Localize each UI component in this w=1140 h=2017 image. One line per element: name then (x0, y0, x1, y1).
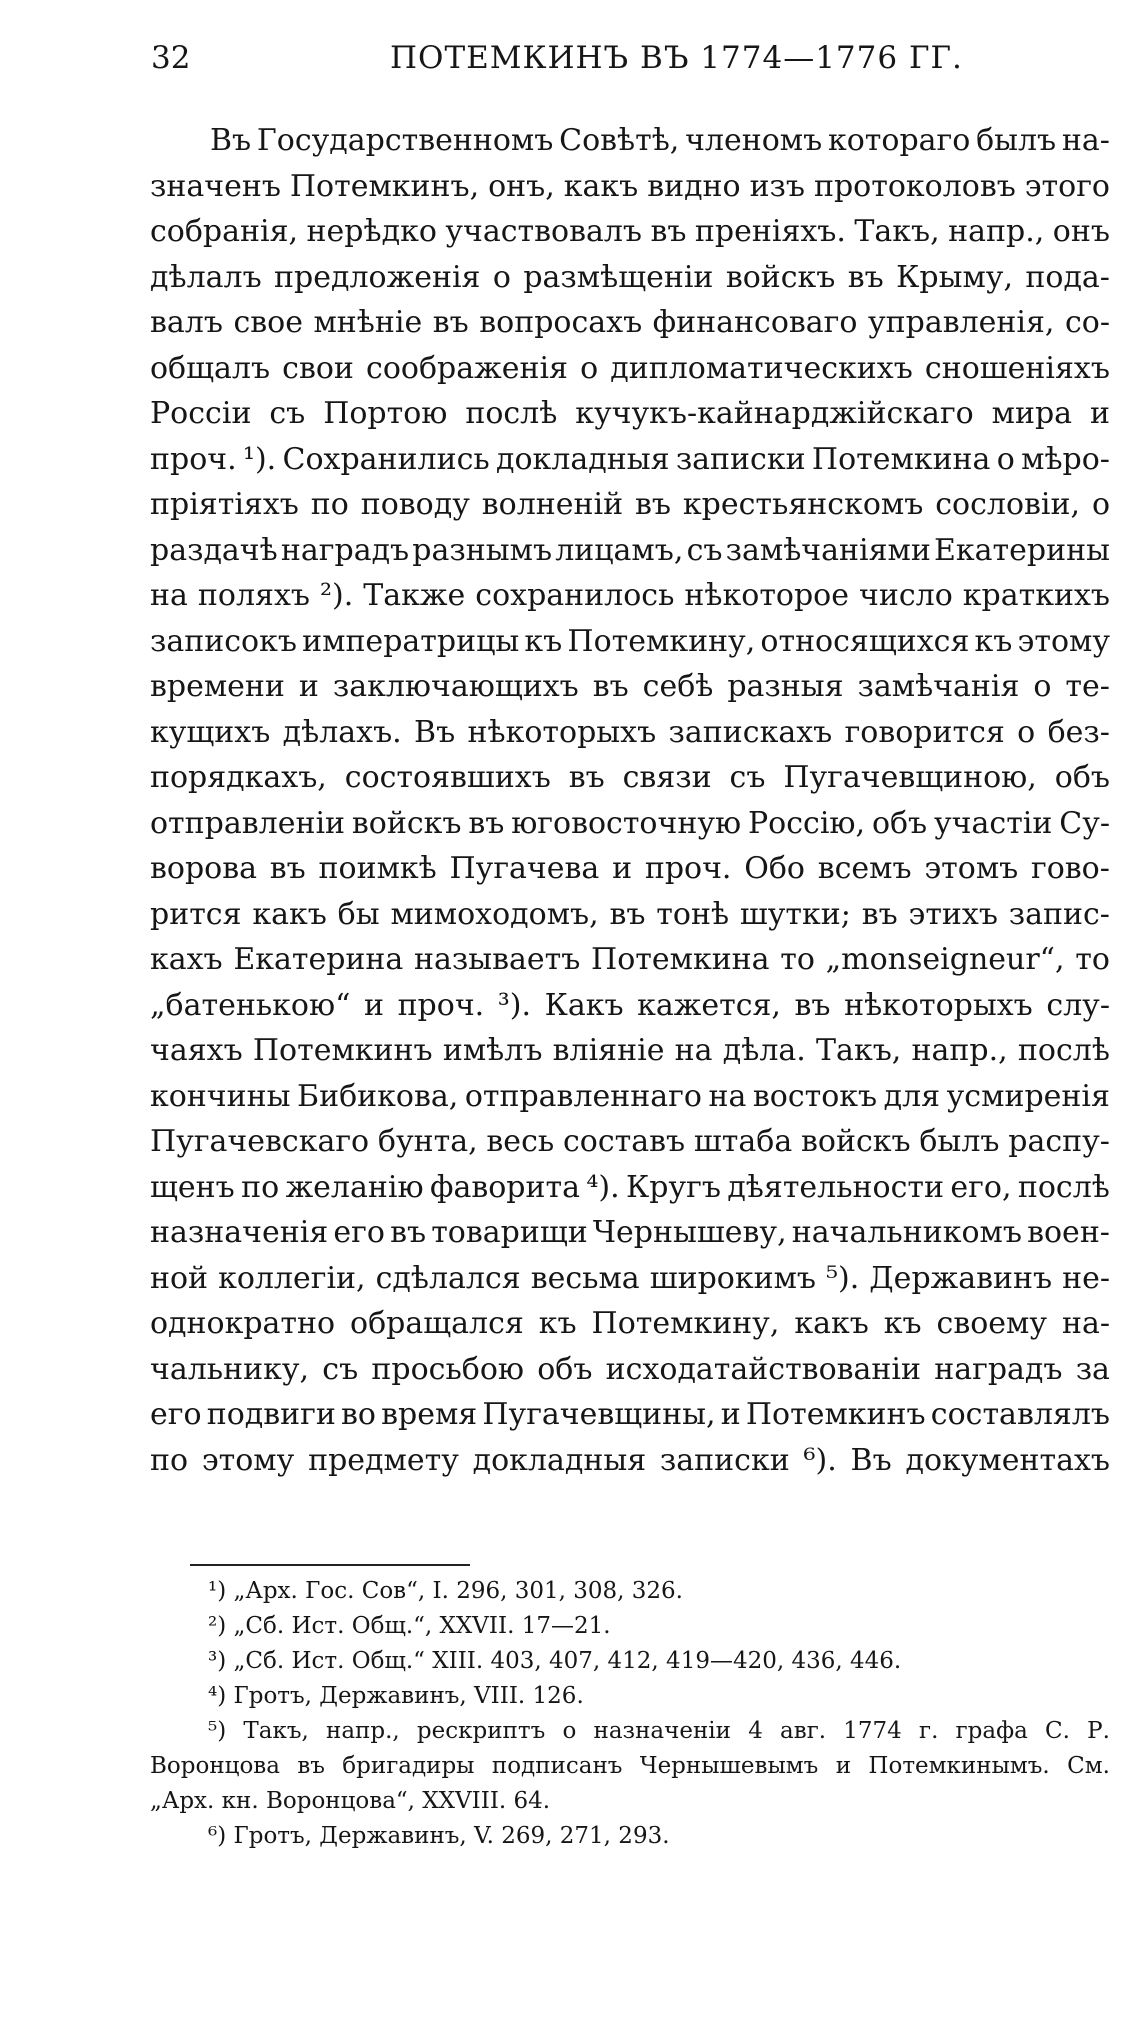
text-line: собранія, нерѣдко участвовалъ въ преніяхъ. Такъ, напр., онъ (150, 214, 1110, 249)
text-line: общалъ свои соображенія о дипломатическихъ сношеніяхъ (150, 350, 1110, 386)
page-header (145, 40, 985, 86)
text-line: ной коллегіи, сдѣлался весьма широкимъ ⁵). Державинъ не- (150, 1260, 1110, 1296)
text-line: чальнику, съ просьбою объ исходатайствованіи наградъ за (150, 1351, 1110, 1387)
text-line: однократно обращался къ Потемкину, какъ къ своему на- (150, 1306, 1110, 1341)
footnote: ⁶) Гротъ, Державинъ, V. 269, 271, 293. (208, 1823, 670, 1849)
footnotes (150, 1574, 1110, 1854)
text-line: его подвиги во время Пугачевщины, и Потемкинъ составлялъ (150, 1397, 1110, 1432)
text-line: Пугачевскаго бунта, весь составъ штаба войскъ былъ распу- (150, 1124, 1110, 1159)
text-line: дѣлалъ предложенія о размѣщеніи войскъ въ Крыму, пода- (150, 259, 1110, 295)
text-line: кахъ Екатерина называетъ Потемкина то „monseigneur“, то (150, 942, 1110, 977)
text-line: Въ Государственномъ Совѣтѣ, членомъ котораго былъ на- (210, 123, 1110, 158)
text-line: кончины Бибикова, отправленнаго на востокъ для усмиренія (150, 1078, 1110, 1114)
footnote: ⁴) Гротъ, Державинъ, VIII. 126. (208, 1683, 584, 1709)
text-line: по этому предмету докладныя записки ⁶). Въ документахъ (150, 1442, 1110, 1478)
text-line: валъ свое мнѣніе въ вопросахъ финансоваго управленія, со- (150, 305, 1110, 340)
text-line: Россіи съ Портою послѣ кучукъ-кайнарджійскаго мира и (150, 396, 1110, 431)
text-line: рится какъ бы мимоходомъ, въ тонѣ шутки; въ этихъ запис- (150, 896, 1110, 932)
footnote: Воронцова въ бригадиры подписанъ Чернышевымъ и Потемкинымъ. См. (150, 1753, 1110, 1779)
text-line: отправленіи войскъ въ юговосточную Россію, объ участіи Су- (150, 805, 1110, 841)
running-title: ПОТЕМКИНЪ ВЪ 1774—1776 ГГ. (390, 40, 963, 76)
text-line: щенъ по желанію фаворита ⁴). Кругъ дѣятельности его, послѣ (150, 1169, 1110, 1205)
text-line: пріятіяхъ по поводу волненій въ крестьянскомъ сословіи, о (150, 487, 1110, 522)
text-line: времени и заключающихъ въ себѣ разныя замѣчанія о те- (150, 669, 1110, 704)
page-number: 32 (151, 40, 191, 76)
text-line: на поляхъ ²). Также сохранилось нѣкоторое число краткихъ (150, 578, 1110, 613)
footnote: ¹) „Арх. Гос. Сов“, I. 296, 301, 308, 326. (208, 1578, 683, 1604)
footnote: ⁵) Такъ, напр., рескриптъ о назначеніи 4 авг. 1774 г. графа С. Р. (208, 1718, 1110, 1744)
text-line: проч. ¹). Сохранились докладныя записки Потемкина о мѣро- (150, 441, 1110, 477)
text-line: ворова въ поимкѣ Пугачева и проч. Обо всемъ этомъ гово- (150, 851, 1110, 886)
footnote: ²) „Сб. Ист. Общ.“, XXVII. 17—21. (208, 1613, 611, 1639)
text-line: записокъ императрицы къ Потемкину, относящихся къ этому (150, 623, 1110, 659)
text-line: порядкахъ, состоявшихъ въ связи съ Пугачевщиною, объ (150, 760, 1110, 795)
text-line: значенъ Потемкинъ, онъ, какъ видно изъ протоколовъ этого (150, 168, 1110, 204)
footnote-rule (190, 1564, 470, 1566)
text-line: назначенія его въ товарищи Чернышеву, начальникомъ воен- (150, 1215, 1110, 1250)
text-line: чаяхъ Потемкинъ имѣлъ вліяніе на дѣла. Такъ, напр., послѣ (150, 1033, 1110, 1068)
text-line: раздачѣ наградъ разнымъ лицамъ, съ замѣчаніями Екатерины (150, 532, 1110, 568)
footnote: ³) „Сб. Ист. Общ.“ XIII. 403, 407, 412, 419—420, 436, 446. (208, 1648, 902, 1674)
text-line: кущихъ дѣлахъ. Въ нѣкоторыхъ запискахъ говорится о без- (150, 714, 1110, 750)
body-text (150, 118, 1110, 1483)
text-line: „батенькою“ и проч. ³). Какъ кажется, въ нѣкоторыхъ слу- (150, 987, 1110, 1023)
footnote: „Арх. кн. Воронцова“, XXVIII. 64. (150, 1788, 551, 1814)
